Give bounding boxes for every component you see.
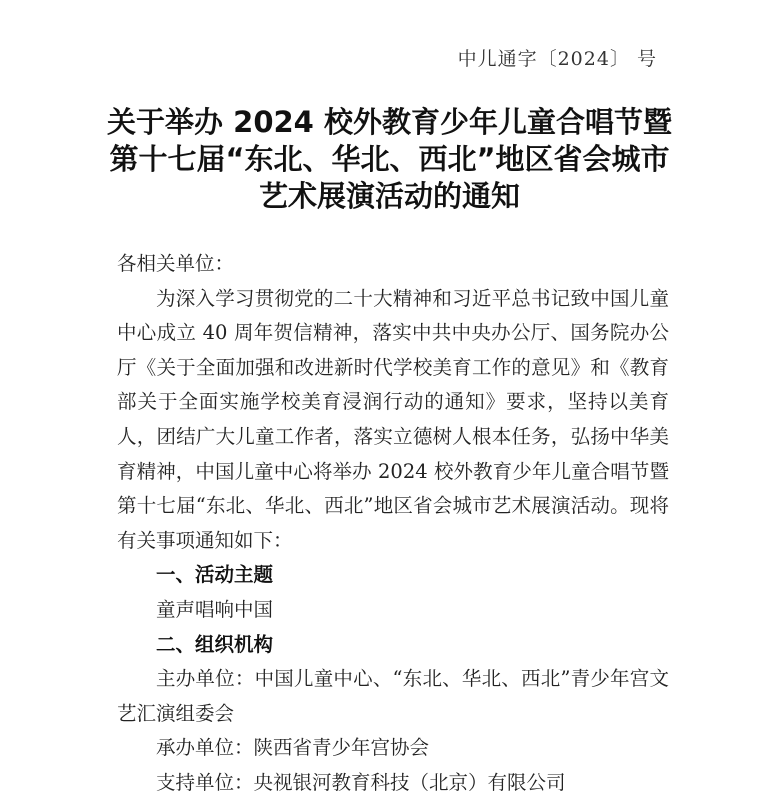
title-line-1: 关于举办 2024 校外教育少年儿童合唱节暨 (107, 105, 672, 139)
section-heading-theme: 一、活动主题 (156, 563, 274, 587)
document-body (117, 247, 669, 801)
theme-content: 童声唱响中国 (156, 597, 274, 621)
intro-paragraph: 为深入学习贯彻党的二十大精神和习近平总书记致中国儿童中心成立 40 周年贺信精神，落实中共中央办公厅、国务院办公厅《关于全面加强和改进新时代学校美育工作的意见》和《教育部关于全面实施学校美育浸润行动的通知》要求，坚持以美育人，团结广大儿童工作者，落实立德树人根本任务，弘扬中华美育精神，中国儿童中心将举办 2024 校外教育少年儿童合唱节暨第十七届“东北、华北、西北”地区省会城市艺术展演活动。现将有关事项通知如下： (117, 286, 669, 552)
title-line-2: 第十七届“东北、华北、西北”地区省会城市 (109, 142, 670, 176)
section-heading-organization: 二、组织机构 (156, 632, 274, 656)
undertaker-paragraph: 承办单位：陕西省青少年宫协会 (156, 736, 430, 760)
salutation: 各相关单位： (117, 252, 235, 275)
supporter-paragraph: 支持单位：央视银河教育科技（北京）有限公司 (156, 770, 566, 794)
organizer-paragraph: 主办单位：中国儿童中心、“东北、华北、西北”青少年宫文艺汇演组委会 (117, 667, 669, 725)
title-line-3: 艺术展演活动的通知 (258, 179, 520, 213)
document-title (0, 104, 779, 215)
document-number: 中儿通字〔2024〕 号 (457, 48, 657, 70)
